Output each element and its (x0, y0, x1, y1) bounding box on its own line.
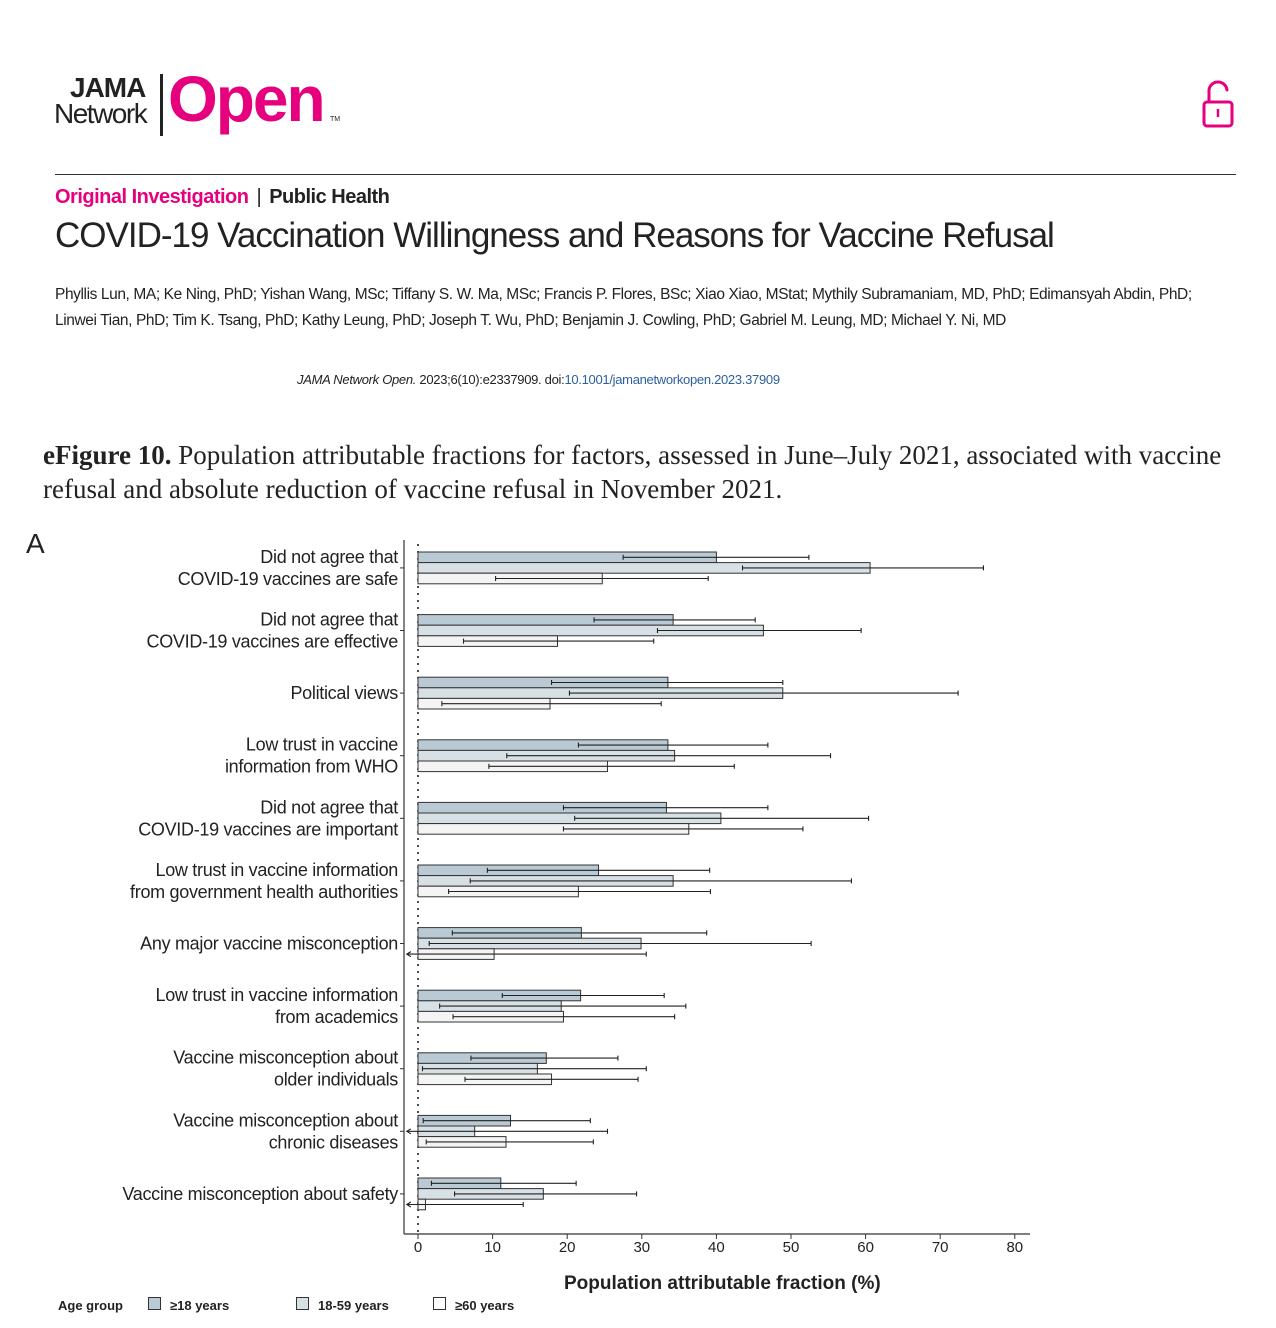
category-label-9-1: chronic diseases (268, 1132, 398, 1153)
x-tick-label-10: 10 (484, 1239, 501, 1256)
authors-line-2: Linwei Tian, PhD; Tim K. Tsang, PhD; Kathy Leung, PhD; Joseph T. Wu, PhD; Benjamin J. Cowling, PhD; Gabriel M. Leung, MD; Michael Y. Ni, MD (55, 312, 1006, 329)
author-list (55, 282, 1255, 334)
logo-jama-text: JAMA (70, 72, 146, 103)
x-tick-label-80: 80 (1006, 1239, 1024, 1256)
figure-caption (43, 438, 1243, 506)
x-tick-label-30: 30 (633, 1239, 651, 1256)
legend-item-18-59: 18-59 years (318, 1298, 389, 1313)
category-label-5-1: from government health authorities (130, 881, 398, 902)
x-tick-label-50: 50 (782, 1239, 800, 1256)
x-tick-label-40: 40 (708, 1239, 725, 1256)
open-lock-icon[interactable] (1200, 78, 1236, 130)
legend-title: Age group (58, 1298, 123, 1313)
logo-divider (160, 74, 163, 136)
figure-label: eFigure 10. (43, 440, 172, 470)
category-label-3-1: information from WHO (224, 756, 398, 777)
category-label-0-1: COVID-19 vaccines are safe (177, 568, 398, 589)
logo-network-text: Network (54, 98, 147, 129)
x-axis-title: Population attributable fraction (%) (564, 1273, 881, 1294)
citation (297, 372, 780, 387)
legend-item-18plus: ≥18 years (170, 1298, 230, 1313)
article-title: COVID-19 Vaccination Willingness and Reasons for Vaccine Refusal (55, 216, 1054, 255)
category-label-4-1: COVID-19 vaccines are important (138, 819, 398, 840)
panel-label: A (26, 528, 45, 559)
legend-item-60plus: ≥60 years (455, 1298, 515, 1313)
category-label-5-0: Low trust in vaccine information (155, 859, 398, 880)
legend (0, 1296, 1276, 1316)
x-tick-label-60: 60 (857, 1239, 874, 1256)
category-label-3-0: Low trust in vaccine (245, 734, 398, 755)
x-tick-label-20: 20 (558, 1239, 576, 1256)
category-label-4-0: Did not agree that (260, 797, 398, 818)
subcategory-label: Public Health (269, 186, 390, 208)
category-label-9-0: Vaccine misconception about (173, 1110, 398, 1131)
legend-swatch-18-59 (296, 1297, 309, 1310)
doi-link[interactable]: 10.1001/jamanetworkopen.2023.37909 (564, 372, 780, 387)
authors-line-1: Phyllis Lun, MA; Ke Ning, PhD; Yishan Wang, MSc; Tiffany S. W. Ma, MSc; Francis P. Flores, BSc; Xiao Xiao, MStat; Mythily Subramaniam, MD, PhD; Edimansyah Abdin, PhD; (55, 286, 1192, 303)
paf-bar-chart (0, 520, 1276, 1280)
legend-swatch-60plus (433, 1297, 446, 1310)
citation-details: 2023;6(10):e2337909. doi: (416, 372, 565, 387)
header-rule (55, 174, 1236, 175)
logo-trademark: TM (330, 116, 341, 123)
x-tick-label-0: 0 (413, 1239, 423, 1256)
category-label-7-0: Low trust in vaccine information (155, 985, 398, 1006)
category-label-7-1: from academics (275, 1007, 398, 1028)
figure-caption-text: Population attributable fractions for factors, assessed in June–July 2021, associated with vaccine refusal and absolute reduction of vaccine refusal in November 2021. (43, 440, 1222, 504)
category-separator: | (256, 186, 262, 208)
category-link[interactable]: Original Investigation (55, 186, 249, 208)
category-label-8-1: older individuals (274, 1069, 398, 1090)
category-label-8-0: Vaccine misconception about (173, 1047, 398, 1068)
category-label-0-0: Did not agree that (260, 546, 398, 567)
legend-swatch-18plus (148, 1297, 161, 1310)
article-section (55, 186, 389, 209)
x-tick-label-70: 70 (931, 1239, 949, 1256)
logo-open-text: Open (168, 63, 324, 135)
category-label-2-0: Political views (290, 683, 398, 704)
citation-journal: JAMA Network Open. (297, 372, 417, 387)
category-label-6-0: Any major vaccine misconception (140, 933, 398, 954)
category-label-1-1: COVID-19 vaccines are effective (146, 631, 398, 652)
category-label-10-0: Vaccine misconception about safety (122, 1183, 398, 1204)
category-label-1-0: Did not agree that (260, 609, 398, 630)
